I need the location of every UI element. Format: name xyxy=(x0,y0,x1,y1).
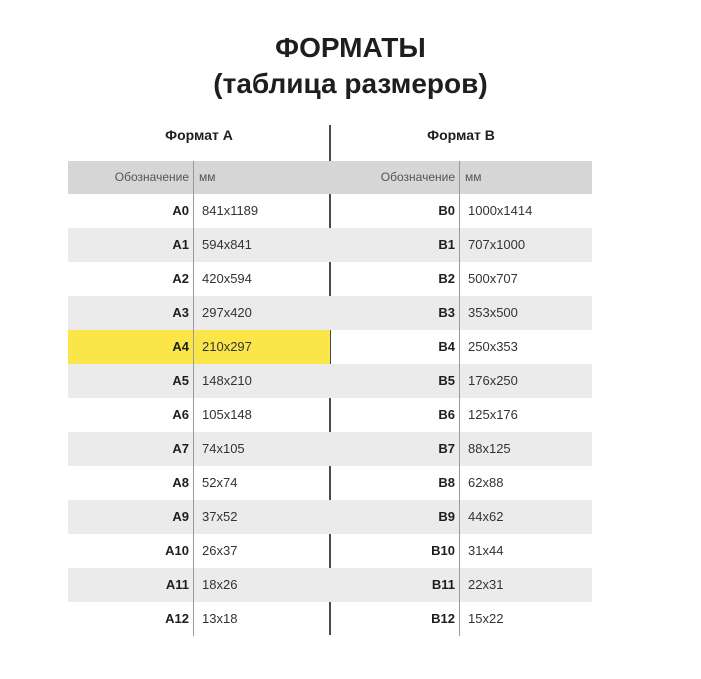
table-row xyxy=(330,602,592,636)
format-name: B12 xyxy=(330,602,460,636)
format-name: B7 xyxy=(330,432,460,466)
format-size: 15x22 xyxy=(468,611,504,626)
format-size: 125x176 xyxy=(468,407,518,422)
format-size: 52x74 xyxy=(202,475,238,490)
table-row xyxy=(330,330,592,364)
table-row xyxy=(330,364,592,398)
table-row xyxy=(330,534,592,568)
format-size: 26x37 xyxy=(202,543,238,558)
format-name: B4 xyxy=(330,330,460,364)
table-row xyxy=(68,364,330,398)
format-name: A6 xyxy=(68,398,194,432)
format-size: 88x125 xyxy=(468,441,511,456)
format-name: A0 xyxy=(68,194,194,228)
table-row xyxy=(330,568,592,602)
format-name: B1 xyxy=(330,228,460,262)
format-size: 210x297 xyxy=(202,339,252,354)
format-name: A9 xyxy=(68,500,194,534)
format-name: A11 xyxy=(68,568,194,602)
table-row xyxy=(68,398,330,432)
format-a-table xyxy=(68,161,330,636)
table-row xyxy=(68,330,330,364)
format-name: A1 xyxy=(68,228,194,262)
format-size: 18x26 xyxy=(202,577,238,592)
format-name: B3 xyxy=(330,296,460,330)
format-size: 31x44 xyxy=(468,543,504,558)
format-name: B8 xyxy=(330,466,460,500)
format-b-table xyxy=(330,161,592,636)
table-row xyxy=(68,568,330,602)
format-a-title: Формат А xyxy=(165,127,233,143)
table-row xyxy=(330,228,592,262)
format-name: A4 xyxy=(68,330,194,364)
table-row xyxy=(68,194,330,228)
table-row xyxy=(68,500,330,534)
table-row xyxy=(330,296,592,330)
page-title xyxy=(0,30,701,102)
format-name: B9 xyxy=(330,500,460,534)
format-size: 594x841 xyxy=(202,237,252,252)
page-title-line1: ФОРМАТЫ xyxy=(275,32,426,63)
format-size: 13x18 xyxy=(202,611,238,626)
table-row xyxy=(330,500,592,534)
table-row xyxy=(330,262,592,296)
table-row xyxy=(68,602,330,636)
designation-header: Обозначение xyxy=(68,161,194,194)
table-row xyxy=(68,466,330,500)
format-name: B6 xyxy=(330,398,460,432)
unit-header: мм xyxy=(199,170,216,184)
format-b-title: Формат В xyxy=(427,127,495,143)
format-size: 62x88 xyxy=(468,475,504,490)
format-name: A2 xyxy=(68,262,194,296)
unit-header: мм xyxy=(465,170,482,184)
format-name: B5 xyxy=(330,364,460,398)
table-row xyxy=(68,296,330,330)
format-name: B11 xyxy=(330,568,460,602)
format-size: 176x250 xyxy=(468,373,518,388)
table-row xyxy=(68,432,330,466)
format-name: B2 xyxy=(330,262,460,296)
format-size: 707x1000 xyxy=(468,237,526,252)
format-name: B0 xyxy=(330,194,460,228)
format-name: A7 xyxy=(68,432,194,466)
table-row xyxy=(330,194,592,228)
table-header-row xyxy=(330,161,592,194)
format-size: 1000x1414 xyxy=(468,203,533,218)
format-size: 44x62 xyxy=(468,509,504,524)
table-row xyxy=(68,262,330,296)
table-row xyxy=(330,466,592,500)
format-name: A5 xyxy=(68,364,194,398)
table-row xyxy=(330,398,592,432)
table-row xyxy=(68,534,330,568)
format-size: 297x420 xyxy=(202,305,252,320)
designation-header: Обозначение xyxy=(330,161,460,194)
format-name: A8 xyxy=(68,466,194,500)
table-header-row xyxy=(68,161,330,194)
format-size: 74x105 xyxy=(202,441,245,456)
format-size: 22x31 xyxy=(468,577,504,592)
format-name: A10 xyxy=(68,534,194,568)
table-row xyxy=(68,228,330,262)
format-size: 105x148 xyxy=(202,407,252,422)
format-size: 37x52 xyxy=(202,509,238,524)
format-size: 148x210 xyxy=(202,373,252,388)
table-row xyxy=(330,432,592,466)
format-size: 250x353 xyxy=(468,339,518,354)
format-size: 500x707 xyxy=(468,271,518,286)
format-size: 420x594 xyxy=(202,271,252,286)
format-name: A12 xyxy=(68,602,194,636)
format-size: 841x1189 xyxy=(202,203,259,218)
format-name: A3 xyxy=(68,296,194,330)
page-title-line2: (таблица размеров) xyxy=(213,68,488,99)
format-name: B10 xyxy=(330,534,460,568)
format-size: 353x500 xyxy=(468,305,518,320)
